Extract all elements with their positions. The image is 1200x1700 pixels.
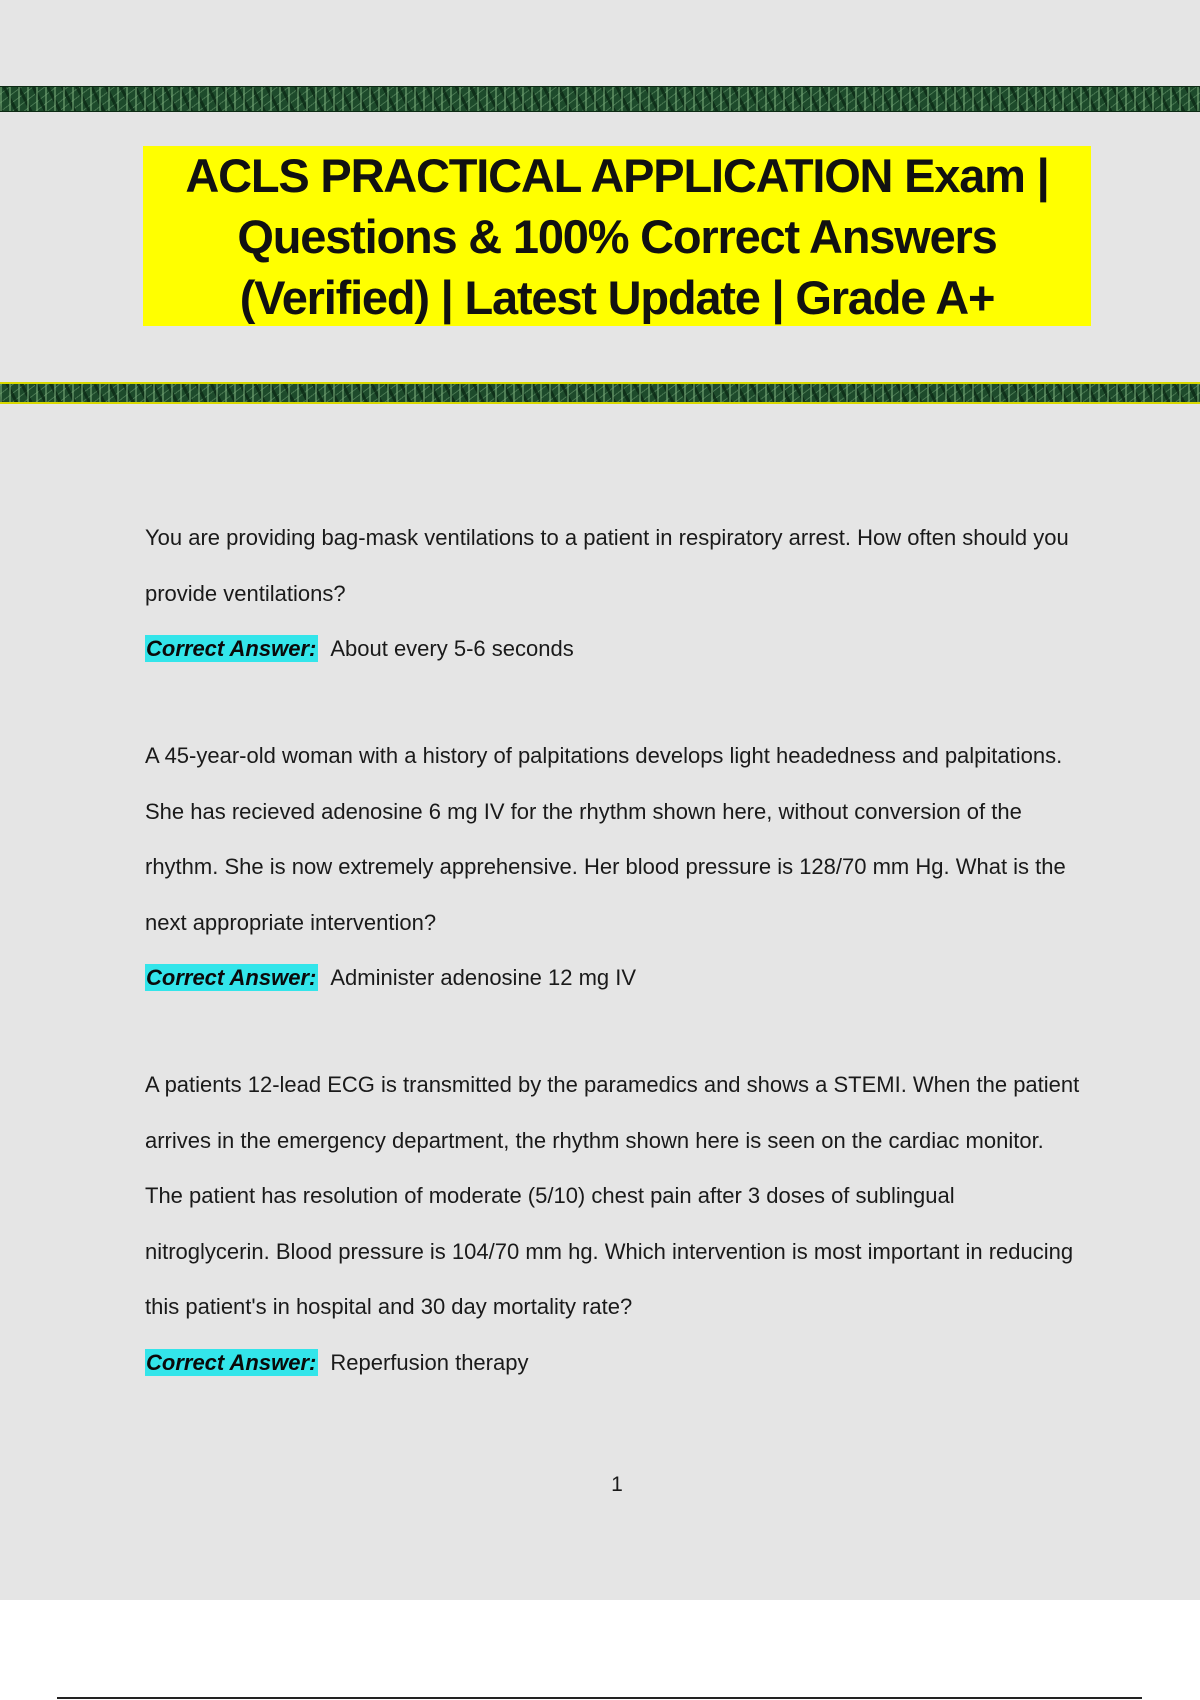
question-block-3 — [145, 1057, 1085, 1390]
question-text: You are providing bag-mask ventilations to a patient in respiratory arrest. How often should you provide ventilations? — [145, 525, 1069, 606]
decorative-band-top — [0, 86, 1200, 112]
page-number: 1 — [611, 1473, 623, 1496]
decorative-band-bottom — [0, 382, 1200, 404]
correct-answer-label: Correct Answer: — [146, 1349, 317, 1375]
question-block-2 — [145, 728, 1085, 1005]
question-list — [145, 510, 1085, 1390]
answer-row — [145, 621, 1085, 676]
answer-text: Administer adenosine 12 mg IV — [330, 965, 637, 990]
answer-row — [145, 1335, 1085, 1390]
document-title: ACLS PRACTICAL APPLICATION Exam | Questions & 100% Correct Answers (Verified) | Latest Update | Grade A+ — [185, 148, 1049, 324]
question-text: A patients 12-lead ECG is transmitted by the paramedics and shows a STEMI. When the patient arrives in the emergency department, the rhythm shown here is seen on the cardiac monitor. The patient has resolution of moderate (5/10) chest pain after 3 doses of sublingual nitroglycerin. Blood pressure is 104/70 mm hg. Which intervention is most important in reducing this patient's in hospital and 30 day mortality rate? — [145, 1072, 1080, 1319]
answer-row — [145, 950, 1085, 1005]
correct-answer-label: Correct Answer: — [146, 965, 317, 990]
next-page-divider — [57, 1697, 1142, 1699]
question-text: A 45-year-old woman with a history of palpitations develops light headedness and palpitations. She has recieved adenosine 6 mg IV for the rhythm shown here, without conversion of the rhythm. She is now extremely apprehensive. Her blood pressure is 128/70 mm Hg. What is the next appropriate intervention? — [145, 743, 1066, 935]
question-block-1 — [145, 510, 1085, 676]
correct-answer-label: Correct Answer: — [146, 636, 317, 661]
answer-text: About every 5-6 seconds — [330, 636, 574, 661]
answer-text: Reperfusion therapy — [330, 1349, 529, 1375]
title-highlight — [143, 146, 1091, 326]
